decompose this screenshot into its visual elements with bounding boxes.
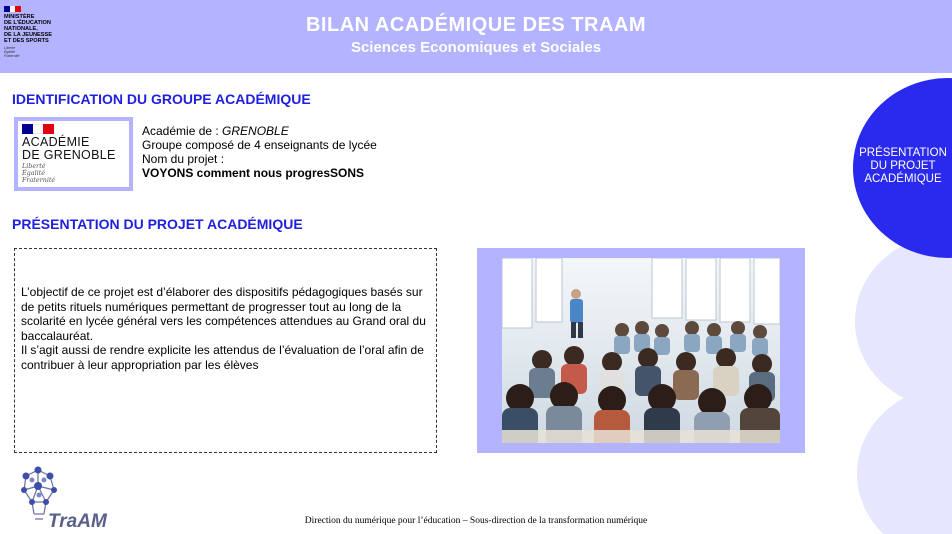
- academy-value: GRENOBLE: [222, 124, 289, 138]
- identification-heading: IDENTIFICATION DU GROUPE ACADÉMIQUE: [12, 91, 311, 107]
- group-composition: Groupe composé de 4 enseignants de lycée: [142, 138, 377, 152]
- nav-circle-2[interactable]: [855, 234, 952, 409]
- header-banner: [0, 0, 952, 73]
- academy-line: Académie de : GRENOBLE: [142, 124, 289, 138]
- footer-text: Direction du numérique pour l’éducation – Sous-direction de la transformation numérique: [304, 516, 648, 526]
- french-flag-icon: [4, 6, 21, 12]
- traam-logo-text: TraAM: [48, 511, 107, 532]
- project-name: VOYONS comment nous progresSONS: [142, 166, 365, 180]
- ministry-motto: Liberté Égalité Fraternité: [4, 46, 20, 58]
- photo-frame: [477, 248, 805, 453]
- academy-logo: [14, 117, 133, 191]
- page-subtitle: Sciences Economiques et Sociales: [350, 39, 602, 56]
- project-description-box: [14, 248, 437, 453]
- ministry-name: MINISTÈRE DE L'ÉDUCATION NATIONALE, DE LA JEUNESSE ET DES SPORTS: [4, 14, 52, 44]
- nav-presentation-label[interactable]: PRÉSENTATION DU PROJET ACADÉMIQUE: [859, 147, 947, 185]
- academy-logo-line2: DE GRENOBLE: [22, 148, 116, 162]
- page-title: BILAN ACADÉMIQUE DES TRAAM: [305, 14, 647, 36]
- academy-logo-line1: ACADÉMIE: [22, 135, 90, 149]
- description-paragraph-1: L’objectif de ce projet est d’élaborer des dispositifs pédagogiques basés sur de petits rituels numériques permettant de progresser tout au long de la scolarité en lycée général vers les compétences attendues au Grand oral du baccalauréat.: [21, 285, 426, 343]
- description-paragraph-2: Il s’agit aussi de rendre explicite les attendus de l’évaluation de l’oral afin de contribuer à leur appropriation par les élèves: [21, 343, 424, 372]
- classroom-photo: [502, 258, 780, 443]
- project-label: Nom du projet :: [142, 152, 225, 166]
- french-flag-icon: [22, 124, 54, 134]
- identification-details: [142, 124, 377, 180]
- presentation-heading: PRÉSENTATION DU PROJET ACADÉMIQUE: [12, 216, 303, 232]
- academy-logo-motto: Liberté Égalité Fraternité: [22, 162, 56, 184]
